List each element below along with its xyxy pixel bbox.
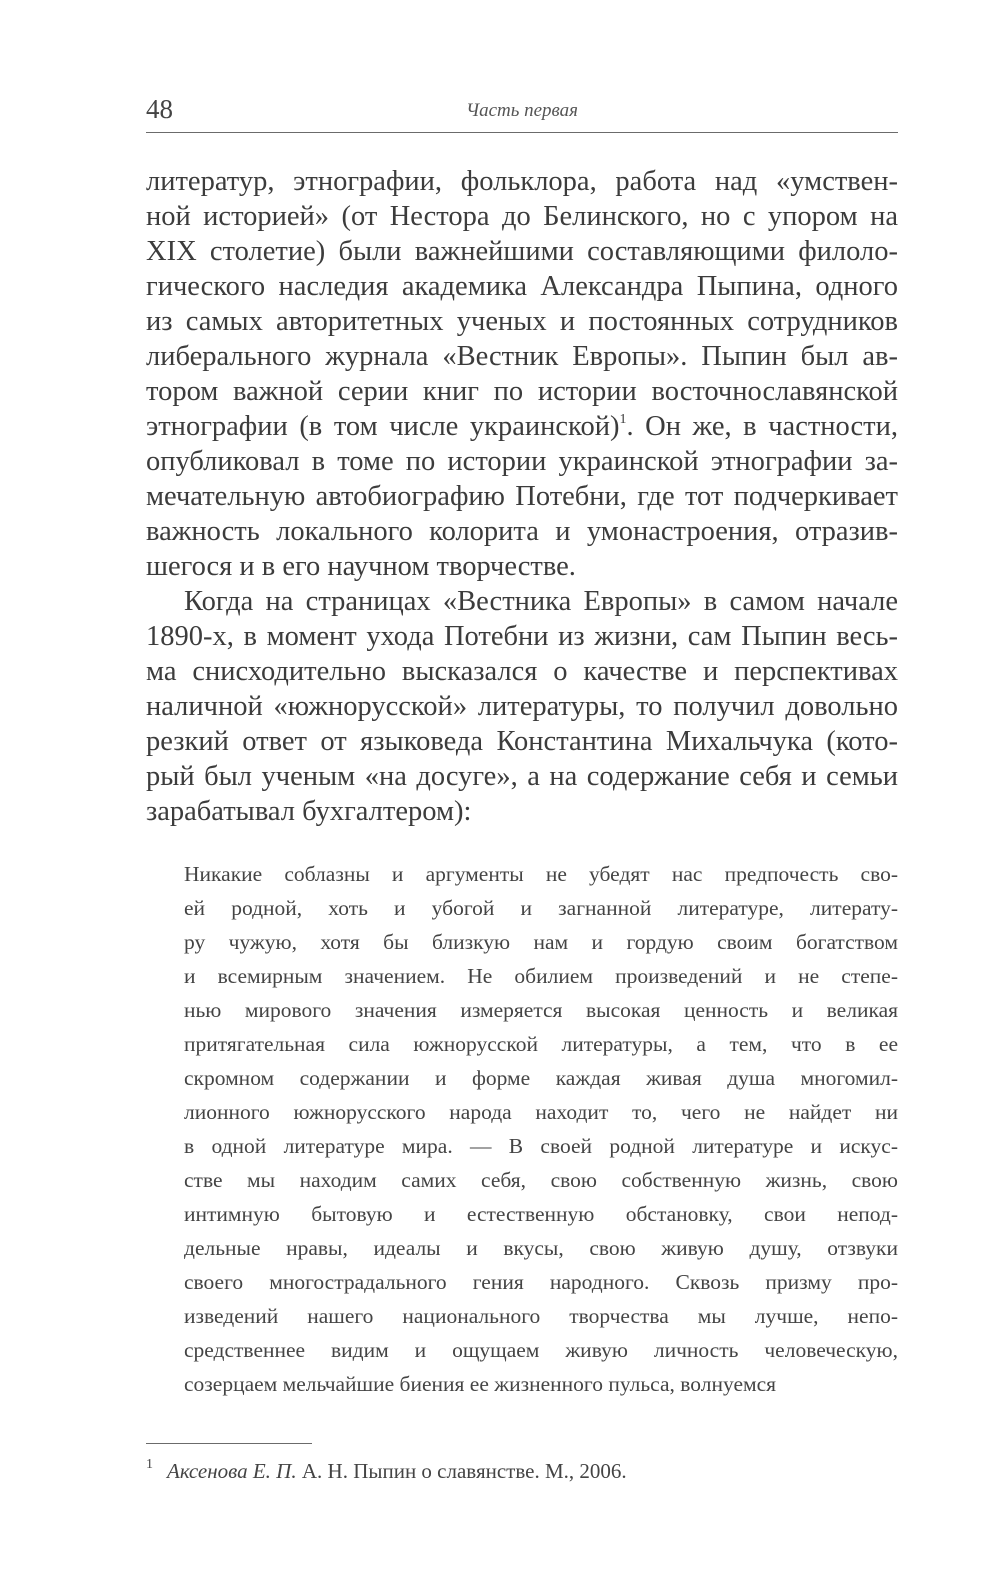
- body-line: мечательную автобиографию Потебни, где тот подчеркивает: [146, 481, 898, 512]
- quote-line: изведений нашего национального творчества мы лучше, непо-: [184, 1304, 898, 1328]
- body-line: тором важной серии книг по истории восточнославянской: [146, 376, 898, 407]
- body-line: опубликовал в томе по истории украинской этнографии за-: [146, 446, 898, 477]
- footnote: [146, 1450, 627, 1486]
- quote-line: нью мирового значения измеряется высокая ценность и великая: [184, 998, 898, 1022]
- body-line: рый был ученым «на досуге», а на содержание себя и семьи: [146, 761, 898, 792]
- quote-line: созерцаем мельчайшие биения ее жизненного пульса, волнуемся: [184, 1372, 777, 1396]
- quote-line: в одной литературе мира. — В своей родной литературе и искус-: [184, 1134, 898, 1158]
- body-line: наличной «южнорусской» литературы, то получил довольно: [146, 691, 898, 722]
- body-line: из самых авторитетных ученых и постоянных сотрудников: [146, 306, 898, 337]
- footnote-text: А. Н. Пыпин о славянстве. М., 2006.: [301, 1459, 627, 1483]
- body-line: ма снисходительно высказался о качестве и перспективах: [146, 656, 898, 687]
- body-line: 1890-х, в момент ухода Потебни из жизни, сам Пыпин весь-: [146, 621, 898, 652]
- body-line: резкий ответ от языковеда Константина Михальчука (кото-: [146, 726, 898, 757]
- body-line: Когда на страницах «Вестника Европы» в самом начале: [184, 586, 898, 617]
- body-line-with-footnote-ref: [146, 409, 898, 445]
- quote-line: и всемирным значением. Не обилием произведений и не степе-: [184, 964, 898, 988]
- quote-line: интимную бытовую и естественную обстановку, свои непод-: [184, 1202, 898, 1226]
- body-line: ной историей» (от Нестора до Белинского, но с упором на: [146, 201, 898, 232]
- quote-line: скромном содержании и форме каждая живая душа многомил-: [184, 1066, 898, 1090]
- quote-line: притягательная сила южнорусской литературы, а тем, что в ее: [184, 1032, 898, 1056]
- body-text: . Он же, в частности,: [626, 411, 898, 442]
- quote-line: стве мы находим самих себя, свою собственную жизнь, свою: [184, 1168, 898, 1192]
- body-text: этнографии (в том числе украинской): [146, 411, 620, 442]
- footnote-reference: 1: [619, 412, 627, 427]
- body-line: XIX столетие) были важнейшими составляющими филоло-: [146, 236, 898, 267]
- quote-line: средственнее видим и ощущаем живую личность человеческую,: [184, 1338, 898, 1362]
- body-line: шегося и в его научном творчестве.: [146, 551, 576, 582]
- quote-line: лионного южнорусского народа находит то, чего не найдет ни: [184, 1100, 898, 1124]
- quote-line: ру чужую, хотя бы близкую нам и гордую своим богатством: [184, 930, 898, 954]
- body-line: гического наследия академика Александра Пыпина, одного: [146, 271, 898, 302]
- footnote-mark: 1: [146, 1457, 153, 1472]
- body-line: литератур, этнографии, фольклора, работа над «умствен-: [146, 166, 898, 197]
- body-line: важность локального колорита и умонастроения, отразив-: [146, 516, 898, 547]
- quote-line: ей родной, хоть и убогой и загнанной литературе, литерату-: [184, 896, 898, 920]
- running-head: Часть первая: [465, 100, 579, 121]
- quote-line: своего многострадального гения народного. Сквозь призму про-: [184, 1270, 898, 1294]
- body-line: зарабатывал бухгалтером):: [146, 796, 472, 827]
- body-line: либерального журнала «Вестник Европы». Пыпин был ав-: [146, 341, 898, 372]
- page-header: [146, 92, 898, 133]
- quote-line: дельные нравы, идеалы и вкусы, свою живую душу, отзвуки: [184, 1236, 898, 1260]
- quote-line: Никакие соблазны и аргументы не убедят нас предпочесть сво-: [184, 862, 898, 886]
- footnote-author: Аксенова Е. П.: [167, 1459, 297, 1483]
- footnote-separator: [146, 1443, 312, 1444]
- page-number: 48: [146, 94, 173, 124]
